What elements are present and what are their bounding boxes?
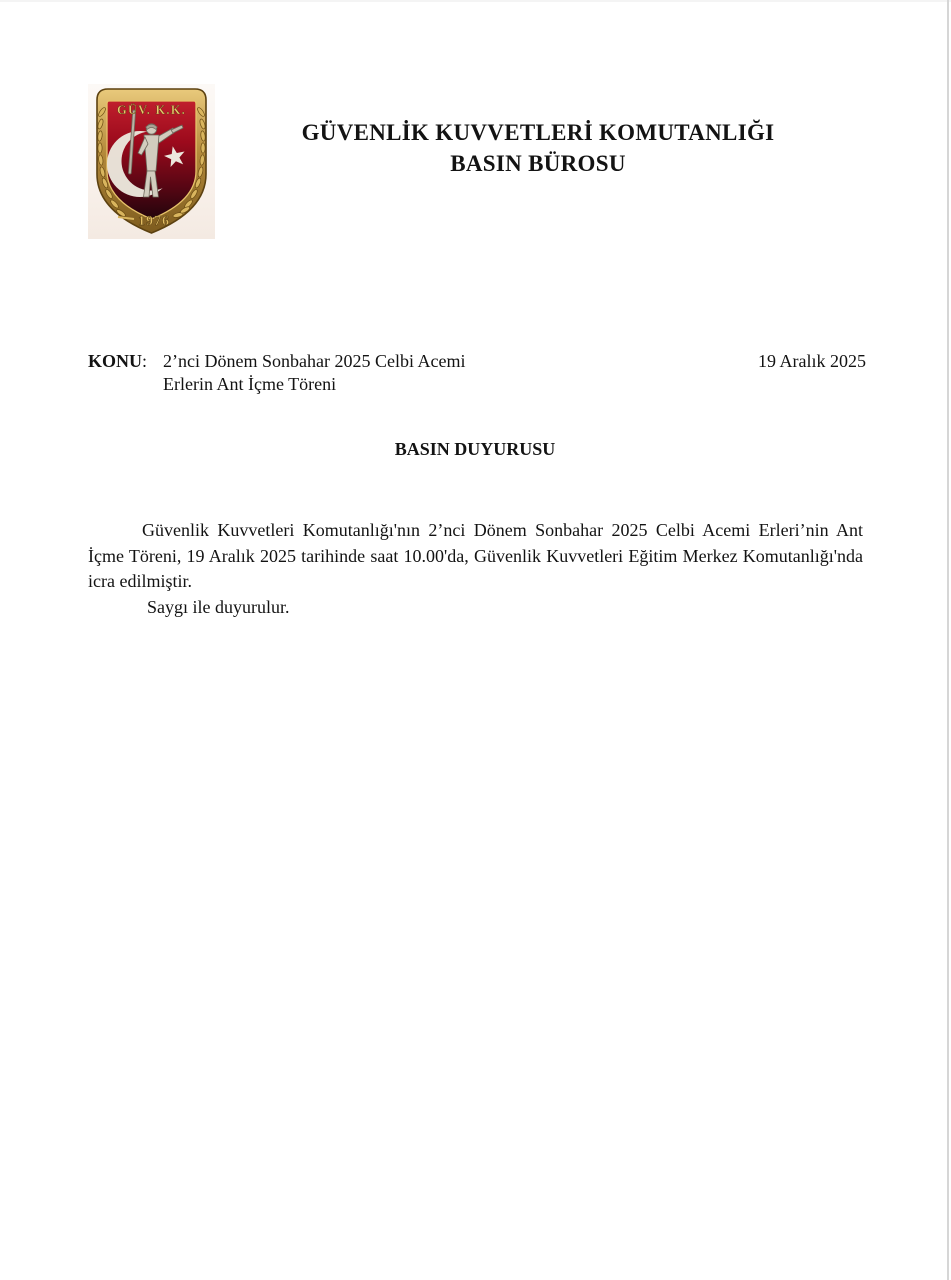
subject-block (88, 350, 465, 396)
document-date: 19 Aralık 2025 (758, 351, 866, 371)
emblem-year-text: 1976 (138, 214, 170, 229)
letterhead-title (215, 117, 861, 179)
gkk-emblem-icon (88, 84, 215, 237)
subject-date-row (88, 350, 866, 396)
letterhead-line-2: BASIN BÜROSU (450, 151, 626, 176)
subject-text (163, 350, 465, 396)
page-right-edge-line (947, 0, 949, 1280)
page-top-edge (0, 0, 951, 2)
closing-line: Saygı ile duyurulur. (147, 597, 290, 617)
gkk-emblem (88, 84, 215, 239)
announcement-title: BASIN DUYURUSU (394, 439, 556, 459)
announcement-body: Güvenlik Kuvvetleri Komutanlığı'nın 2’nci Dönem Sonbahar 2025 Celbi Acemi Erleri’nin Ant İçme Töreni, 19 Aralık 2025 tarihinde saat 10.00'da, Güvenlik Kuvvetleri Eğitim Merkez Komutanlığı'nda icra edilmiştir. (88, 520, 863, 591)
subject-label: KONU (88, 351, 142, 371)
subject-colon: : (142, 351, 148, 371)
emblem-top-text: GÜV. K.K. (117, 103, 186, 117)
subject-line-1: 2’nci Dönem Sonbahar 2025 Celbi Acemi (163, 351, 466, 371)
letterhead-line-1: GÜVENLİK KUVVETLERİ KOMUTANLIĞI (301, 120, 775, 145)
subject-line-2: Erlerin Ant İçme Töreni (163, 374, 337, 394)
